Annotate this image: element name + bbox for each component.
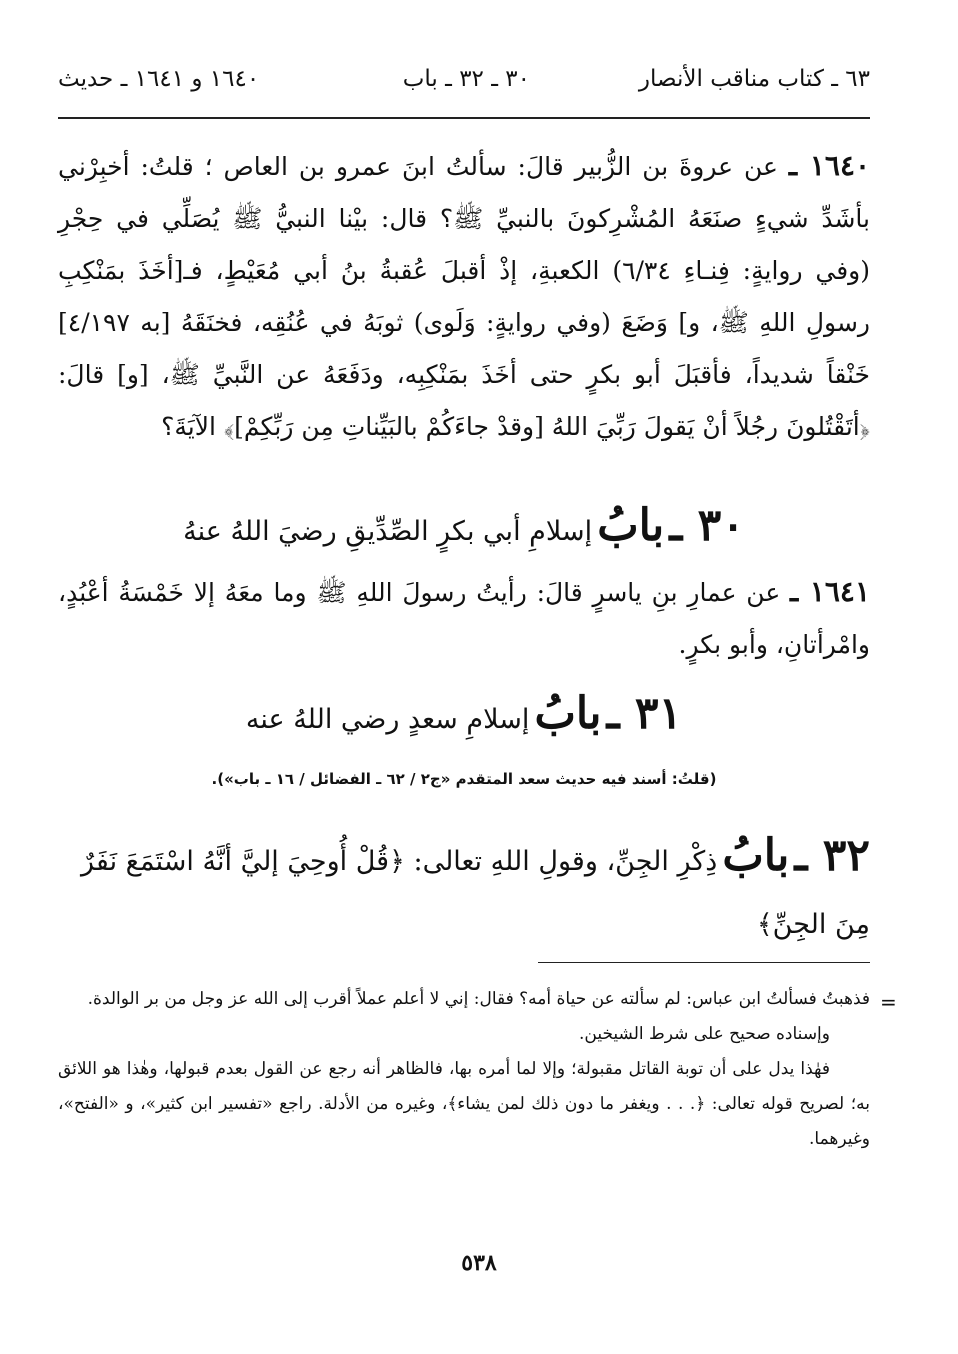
editor-note: (قلتُ: أسند فيه حديث سعد المتقدم «ج٢ / ٦٢ ـ الفضائل / ١٦ ـ باب»). [211, 770, 717, 788]
hadith-1640 [58, 140, 870, 470]
hadith-1641 [58, 566, 870, 676]
bab-word: بابُ [534, 688, 602, 739]
header-bab-range: ٣٠ ـ ٣٢ ـ باب [402, 66, 530, 92]
bab-number: ٣١ ـ [606, 688, 683, 739]
header-hadith-range: ١٦٤٠ و ١٦٤١ ـ حديث [58, 66, 260, 92]
bab-number: ٣٢ ـ [794, 830, 870, 881]
footnote-paragraph: وإسناده صحيح على شرط الشيخين. [578, 1024, 830, 1044]
footnote-rule [538, 962, 870, 963]
bab-word: بابُ [722, 830, 790, 881]
bab-number: ٣٠ ـ [669, 500, 745, 551]
bab-word: بابُ [597, 500, 665, 551]
running-header [58, 66, 870, 106]
hadith-number: ١٦٤١ ـ [790, 575, 870, 608]
header-rule [58, 117, 870, 119]
page-number: ٥٣٨ [461, 1250, 497, 1276]
hadith-text: عن عروةَ بن الزُّبير قالَ: سألتُ ابنَ عمرو بن العاص ؛ قلتُ: أخبِرْني بأشَدِّ شيءٍ صنَعَهُ المُشْرِكونَ بالنبيِّ ﷺ؟ قال: بيْنا النبيُّ ﷺ يُصَلِّي في حِجْرِ (وفي روايةٍ: فِنـاءِ ٦/٣٤) الكعبةِ، إذْ أقبلَ عُقبةُ بنُ أبي مُعَيْطٍ، فـ[أخَذَ بمَنْكِبِ رسولِ اللهِ ﷺ، و] وَضَعَ (وفي روايةٍ: وَلَوى) ثوبَهُ في عُنُقِه، فخنَقَهُ [به ٤/١٩٧] خَنْقاً شديداً، فأقبَلَ أبو بكرٍ حتى أخَذَ بمَنْكِبِه، ودَفَعَهُ عن النَّبيِّ ﷺ، [و] قالَ: ﴿أتَقْتُلونَ رجُلاً أنْ يَقولَ رَبِّيَ اللهُ [وقدْ جاءَكُمْ بالبَيِّناتِ مِن رَبِّكِمْ]﴾ الآيَةَ؟ [58, 152, 870, 441]
hadith-number: ١٦٤٠ ـ [788, 149, 871, 182]
bab-31-heading [58, 688, 870, 739]
footnote-paragraph: فهٰذا يدل على أن توبة القاتل مقبولة؛ وإلا لما أمره بها، فالظاهر أنه رجع عن القول بعدم قبولها، وهٰذا هو اللائق به؛ لصريح قوله تعالى: ﴿. . . ويغفر ما دون ذلك لمن يشاء﴾، وغيره من الأدلة. راجع «تفسير ابن كثير»، و «الفتح»، وغيرهما. [58, 1059, 870, 1149]
bab-title: إسلامِ سعدٍ رضي اللهُ عنه [245, 704, 530, 735]
footnote-continuation-marker: = [880, 990, 897, 1014]
bab-title: ذِكْرِ الجِنِّ، وقولِ اللهِ تعالى: ﴿قُلْ أُوحِيَ إليَّ أنَّهُ اسْتَمَعَ نَفَرٌ مِنَ الجِنِّ﴾ [81, 846, 870, 940]
bab-title: إسلامِ أبي بكرٍ الصِّدِّيقِ رضيَ اللهُ عنهُ [183, 516, 593, 547]
hadith-text: عن عمارِ بنِ ياسرٍ قالَ: رأيتُ رسولَ اللهِ ﷺ وما معَهُ إلا خَمْسَةُ أعْبُدٍ، وامْرأتانِ، وأبو بكرٍ. [58, 578, 870, 659]
footnotes [58, 982, 870, 1157]
header-chapter: ٦٣ ـ كتاب مناقب الأنصار [638, 66, 870, 92]
bab-32-heading [58, 826, 870, 958]
bab-30-heading [58, 500, 870, 551]
footnote-paragraph: فذهبتُ فسألتُ ابن عباس: لم سألته عن حياة أمه؟ فقال: إني لا أعلم عملاً أقرب إلى الله عز وجل من بر الوالدة. [87, 989, 870, 1009]
